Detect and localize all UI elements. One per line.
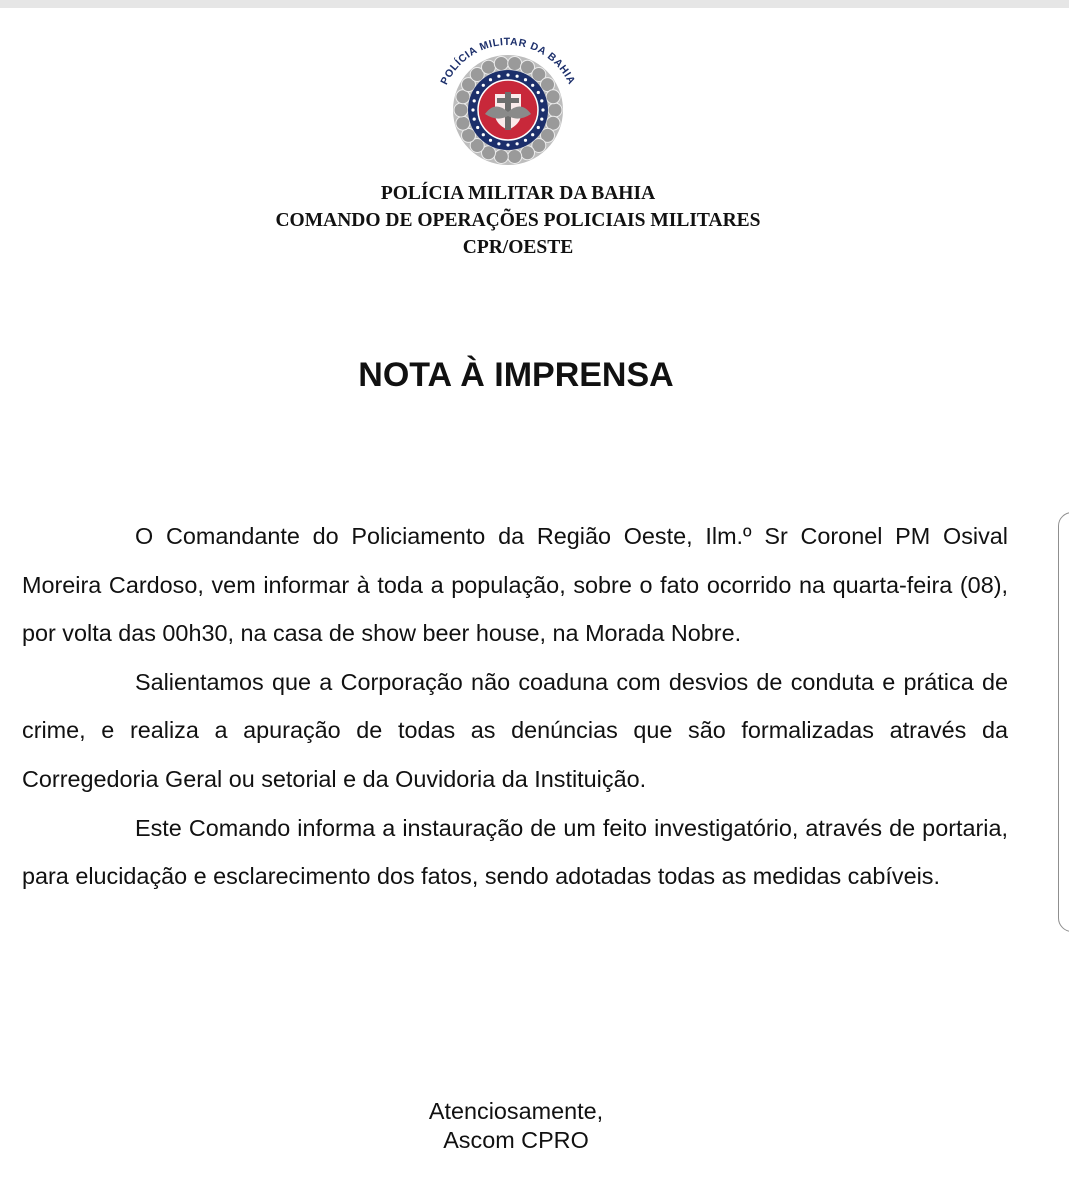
side-panel-tab[interactable] [1058, 512, 1069, 932]
page-title: NOTA À IMPRENSA [358, 356, 674, 394]
closing-salutation: Atenciosamente, [428, 1098, 604, 1124]
document-header [0, 180, 1036, 261]
paragraph-2: Salientamos que a Corporação não coaduna com desvios de conduta e prática de crime, e realiza a apuração de todas as denúncias que são formalizadas através da Corregedoria Geral ou setorial e da Ouvidoria da Instituição. [22, 668, 1008, 792]
paragraph-3: Este Comando informa a instauração de um feito investigatório, através de portaria, para elucidação e esclarecimento dos fatos, sendo adotadas todas as medidas cabíveis. [22, 814, 1008, 890]
pm-bahia-crest-logo [425, 32, 591, 167]
header-command: COMANDO DE OPERAÇÕES POLICIAIS MILITARES [275, 210, 761, 231]
closing-signature: Ascom CPRO [443, 1127, 589, 1153]
header-unit: CPR/OESTE [462, 237, 574, 258]
crest-ring-text: POLÍCIA MILITAR DA BAHIA [438, 35, 578, 87]
document-body [22, 512, 1008, 901]
closing [0, 1097, 1032, 1155]
top-bar [0, 0, 1069, 8]
paragraph-1: O Comandante do Policiamento da Região Oeste, Ilm.º Sr Coronel PM Osival Moreira Cardoso, vem informar à toda a população, sobre o fato ocorrido na quarta-feira (08), por volta das 00h30, na casa de show beer house, na Morada Nobre. [22, 523, 1008, 647]
header-organization: POLÍCIA MILITAR DA BAHIA [380, 183, 656, 204]
